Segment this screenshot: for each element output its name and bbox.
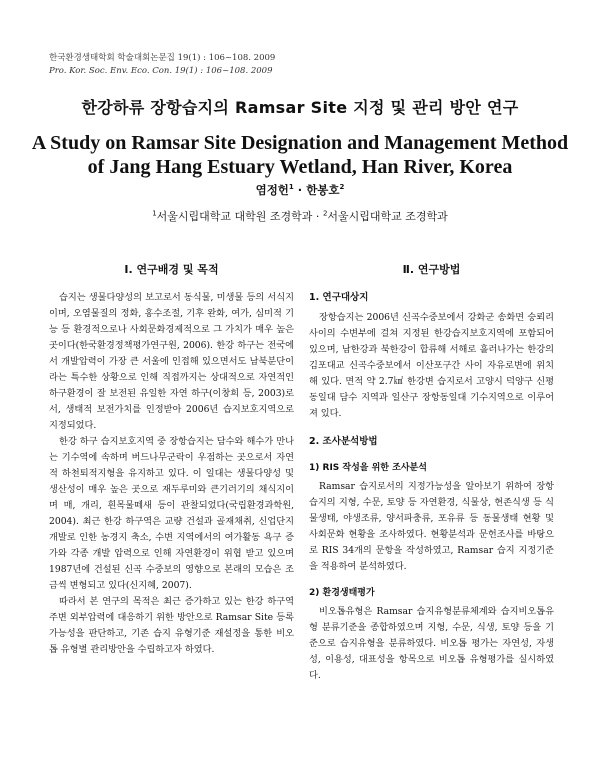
author-line — [0, 182, 600, 198]
left-column — [49, 262, 294, 658]
journal-citation-korean: 한국환경생태학회 학술대회논문집 19(1) : 106~108. 2009 — [49, 53, 276, 63]
affiliation-superscript: 2 — [322, 209, 328, 218]
author-name: 한봉호 — [306, 183, 340, 197]
right-column — [309, 262, 554, 684]
affiliation-separator: · — [312, 210, 323, 223]
affiliation-name: 서울시립대학교 대학원 조경학과 — [156, 210, 313, 223]
body-paragraph: Ramsar 습지로서의 지정가능성을 알아보기 위하여 장항습지의 지형, 수문, 토양 등 자연환경, 식물상, 현존식생 등 식물생태, 야생조류, 양서파충류, 포유류 등 동물생태 현황 및 사회문화 현황을 조사하였다. 현황분석과 문헌조사를 바탕으로 RIS 34개의 문항을 작성하였고, Ramsar 습지 지정기준을 적용하여 분석하였다. — [309, 481, 554, 572]
section-heading: Ⅱ. 연구방법 — [402, 263, 461, 276]
affiliation-line — [0, 208, 600, 224]
subsubsection-heading: 1) RIS 작성을 위한 조사분석 — [309, 463, 427, 473]
author-superscript: 1 — [288, 183, 294, 192]
affiliation-name: 서울시립대학교 조경학과 — [327, 210, 448, 223]
section-heading: Ⅰ. 연구배경 및 목적 — [124, 263, 219, 276]
subsubsection-heading: 2) 환경생태평가 — [309, 588, 375, 598]
subsection-heading: 1. 연구대상지 — [309, 292, 369, 303]
author-name: 염정헌 — [255, 183, 289, 197]
journal-citation-english: Pro. Kor. Soc. Env. Eco. Con. 19(1) : 106~108. 2009 — [49, 66, 273, 76]
body-paragraph: 습지는 생물다양성의 보고로서 동식물, 미생물 등의 서식지이며, 오염물질의 정화, 홍수조절, 기후 완화, 여가, 심미적 기능 등 환경적으로나 사회문화경제적으로 그 가치가 매우 높은 곳이다(한국환경정책평가연구원, 2006). 한강 하구는 전국에서 개발압력이 가장 큰 서울에 인접해 있으면서도 남북분단이라는 특수한 상황으로 인해 직접까지는 상대적으로 자연적인 하구환경이 잘 보전된 유일한 자연 하구(이창희 등, 2003)로서, 생태적 보전가치를 인정받아 2006년 습지보호지역으로 지정되었다. — [49, 292, 294, 431]
body-paragraph: 따라서 본 연구의 목적은 최근 증가하고 있는 한강 하구역 주변 외부압력에 대응하기 위한 방안으로 Ramsar Site 등록 가능성을 판단하고, 기존 습지 유형기준 재설정을 통한 비오톱 유형별 관리방안을 수립하고자 하였다. — [49, 596, 294, 655]
body-paragraph: 비오톱유형은 Ramsar 습지유형분류체계와 습지비오톱유형 분류기준을 종합하였으며 지형, 수문, 식생, 토양 등을 기준으로 습지유형을 분류하였다. 비오톱 평가는 자연성, 자생성, 이용성, 대표성을 항목으로 비오톱 유형평가를 실시하였다. — [309, 606, 554, 681]
body-paragraph: 한강 하구 습지보호지역 중 장항습지는 담수와 해수가 만나는 기수역에 속하며 버드나무군락이 우점하는 곳으로서 자연적 하천퇴적지형을 유지하고 있다. 이 일대는 생물다양성 및 생산성이 매우 높은 곳으로 재두루미와 큰기러기의 채식지이며 매, 개리, 흰목물떼새 등이 관찰되었다(국립환경과학원, 2004). 최근 한강 하구역은 교량 건설과 골재채취, 신업단지 개발로 인한 농경지 축소, 수변 지역에서의 여가활동 욕구 증가와 각종 개발 압력으로 인해 자연환경이 위협 받고 있으며 1987년에 건설된 신곡 수중보의 영향으로 본래의 모습은 조금씩 변형되고 있다(신지혜, 2007). — [49, 436, 294, 591]
author-separator: · — [293, 183, 307, 197]
journal-citation — [49, 52, 275, 78]
paper-title-korean: 한강하류 장항습지의 Ramsar Site 지정 및 관리 방안 연구 — [81, 98, 519, 117]
affiliation-superscript: 1 — [152, 209, 157, 218]
body-paragraph: 장항습지는 2006년 신곡수중보에서 강화군 송화면 숭뢰리 사이의 수변부에 걸쳐 지정된 한강습지보호지역에 포함되어 있으며, 남한강과 북한강이 합류해 서해로 흘러나가는 한강의 김포대교 신곡수중보에서 이산포구간 사이 자유로변에 위치해 있다. 면적 약 2.7㎢ 한강변 습지로서 고양시 덕양구 신평동일대 담수 지역과 일산구 장항동일대 기수지역으로 이루어져 있다. — [309, 312, 554, 419]
subsection-heading: 2. 조사분석방법 — [309, 436, 378, 447]
paper-title-english: A Study on Ramsar Site Designation and Management Method of Jang Hang Estuary Wetland, Han River, Korea — [31, 132, 569, 178]
author-superscript: 2 — [339, 183, 345, 192]
